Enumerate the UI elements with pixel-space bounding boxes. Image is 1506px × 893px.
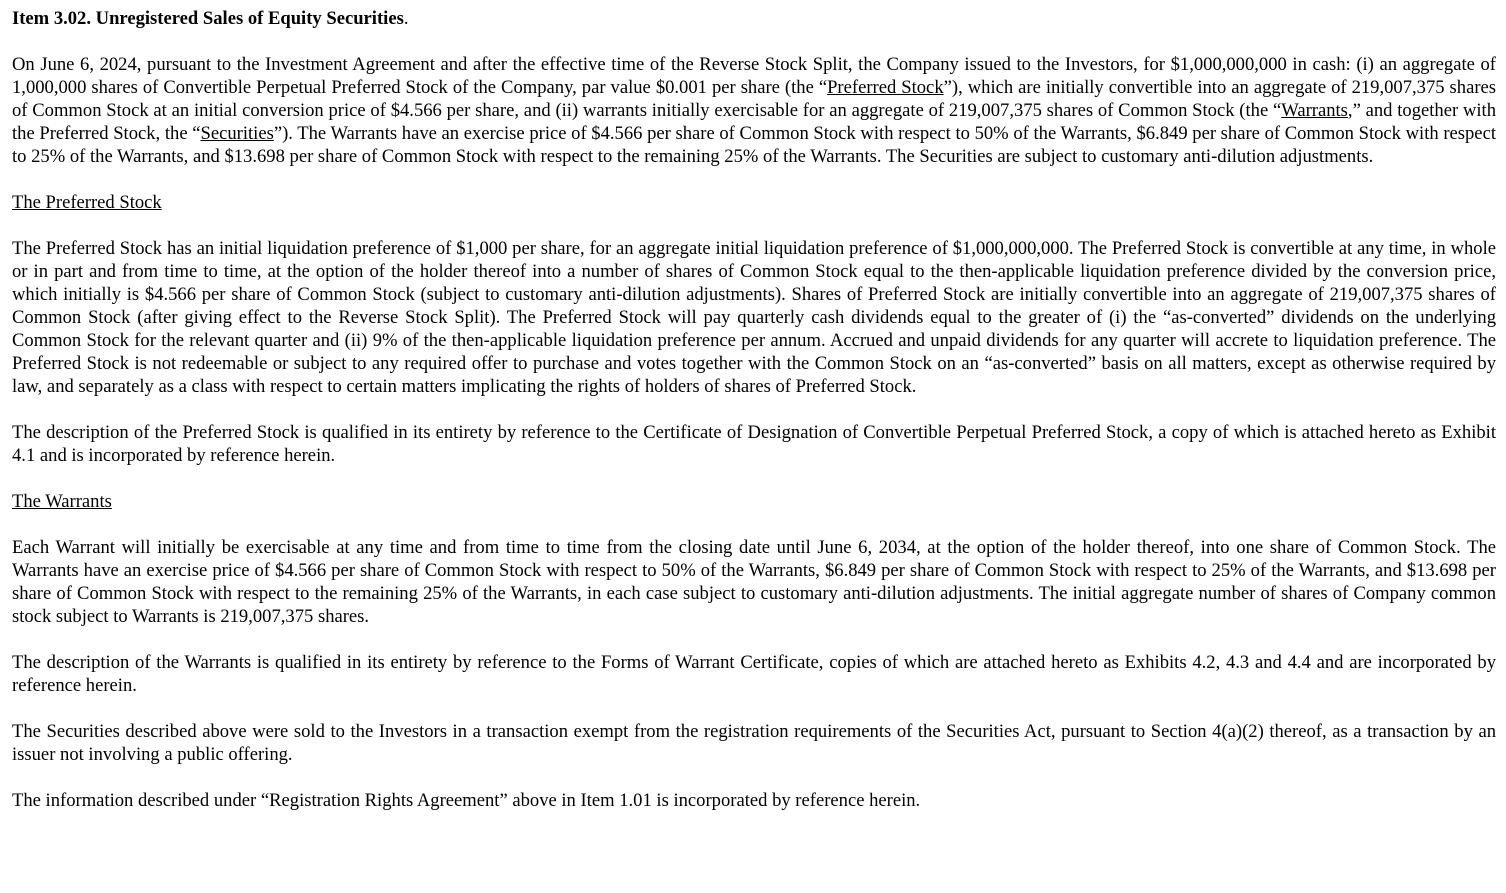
paragraph-preferred-description: The description of the Preferred Stock is qualified in its entirety by reference to the Certificate of Designation of Convertible Perpetual Preferred Stock, a copy of which is attached hereto as Exhibit 4.1 and is incorporated by reference herein.: [12, 422, 1496, 466]
item-title-period: .: [403, 8, 409, 29]
paragraph-warrant-description: The description of the Warrants is qualified in its entirety by reference to the Forms of Warrant Certificate, copies of which are attached hereto as Exhibits 4.2, 4.3 and 4.4 and are incorporated by reference herein.: [12, 652, 1496, 696]
paragraph-exemption: The Securities described above were sold to the Investors in a transaction exempt from the registration requirements of the Securities Act, pursuant to Section 4(a)(2) thereof, as a transaction by an issuer not involving a public offering.: [12, 721, 1496, 765]
defined-term-warrants: Warrants: [1281, 100, 1348, 121]
issuance-text-d: ”). The Warrants have an exercise price of $4.566 per share of Common Stock with respect to 50% of the Warrants, $6.849 per share of Common Stock with respect to 25% of the Warrants, and $13.698 per share of Common Stock with respect to the remaining 25% of the Warrants. The Securities are subject to customary anti-dilution adjustments.: [12, 123, 1496, 167]
document-body: [12, 7, 1496, 835]
defined-term-preferred-stock: Preferred Stock: [827, 77, 944, 98]
paragraph-preferred-terms: The Preferred Stock has an initial liquidation preference of $1,000 per share, for an aggregate initial liquidation preference of $1,000,000,000. The Preferred Stock is convertible at any time, in whole or in part and from time to time, at the option of the holder thereof into a number of shares of Common Stock equal to the then-applicable liquidation preference divided by the conversion price, which initially is $4.566 per share of Common Stock (subject to customary anti-dilution adjustments). Shares of Preferred Stock are initially convertible into an aggregate of 219,007,375 shares of Common Stock (after giving effect to the Reverse Stock Split). The Preferred Stock will pay quarterly cash dividends equal to the greater of (i) the “as-converted” dividends on the underlying Common Stock for the relevant quarter and (ii) 9% of the then-applicable liquidation preference per annum. Accrued and unpaid dividends for any quarter will accrete to liquidation preference. The Preferred Stock is not redeemable or subject to any required offer to purchase and votes together with the Common Stock on an “as-converted” basis on all matters, except as otherwise required by law, and separately as a class with respect to certain matters implicating the rights of holders of shares of Preferred Stock.: [12, 238, 1496, 397]
paragraph-issuance: [12, 53, 1496, 168]
paragraph-registration-rights: The information described under “Registration Rights Agreement” above in Item 1.01 is incorporated by reference herein.: [12, 790, 921, 811]
section-heading-warrants: The Warrants: [12, 491, 112, 512]
section-heading-preferred-stock: The Preferred Stock: [12, 192, 162, 213]
issuance-text-b: ”), which are initially convertible into an aggregate of 219,007,375 shares of Common Stock at an initial conversion price of $4.566 per share, and (ii) warrants initially exercisable for an aggregate of 219,007,375 shares of Common Stock (the “: [12, 77, 1497, 121]
item-heading: [12, 7, 1496, 30]
issuance-text-a: On June 6, 2024, pursuant to the Investment Agreement and after the effective time of the Reverse Stock Split, the Company issued to the Investors, for $1,000,000,000 in cash: (i) an aggregate of 1,000,000 shares of Convertible Perpetual Preferred Stock of the Company, par value $0.001 per share (the “: [12, 54, 1496, 98]
defined-term-securities: Securities: [200, 123, 274, 144]
paragraph-warrant-terms: Each Warrant will initially be exercisable at any time and from time to time from the closing date until June 6, 2034, at the option of the holder thereof, into one share of Common Stock. The Warrants have an exercise price of $4.566 per share of Common Stock with respect to 50% of the Warrants, $6.849 per share of Common Stock with respect to 25% of the Warrants, and $13.698 per share of Common Stock with respect to the remaining 25% of the Warrants, in each case subject to customary anti-dilution adjustments. The initial aggregate number of shares of Company common stock subject to Warrants is 219,007,375 shares.: [12, 537, 1496, 627]
item-title: Item 3.02. Unregistered Sales of Equity Securities: [12, 8, 404, 29]
issuance-text-c: ,” and together with the Preferred Stock, the “: [12, 100, 1497, 144]
